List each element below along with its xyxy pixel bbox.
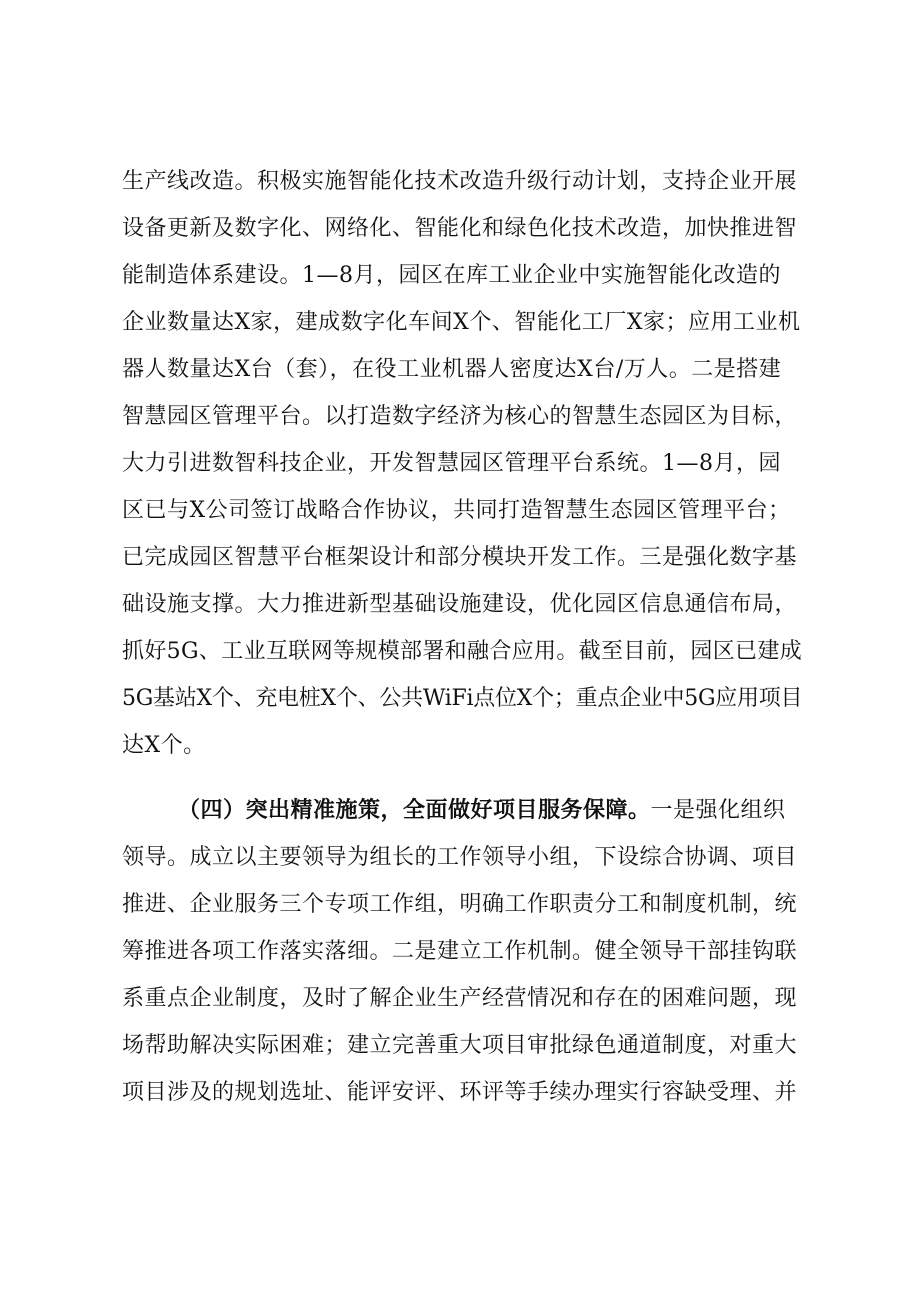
text-line: 5G基站X个、充电桩X个、公共WiFi点位X个；重点企业中5G应用项目 (122, 686, 803, 711)
text-line: 已完成园区智慧平台框架设计和部分模块开发工作。三是强化数字基 (122, 545, 798, 570)
text-line: 筹推进各项工作落实落细。二是建立工作机制。健全领导干部挂钩联 (122, 939, 798, 964)
text-line-first (122, 787, 802, 834)
section-heading: （四）突出精准施策，全面做好项目服务保障。 (178, 797, 651, 823)
text-line: 达X个。 (122, 733, 206, 758)
text-line: 推进、企业服务三个专项工作组，明确工作职责分工和制度机制，统 (122, 892, 798, 917)
text-line: 领导。成立以主要领导为组长的工作领导小组，下设综合协调、项目 (122, 845, 798, 870)
text-line: 场帮助解决实际困难；建立完善重大项目审批绿色通道制度，对重大 (122, 1033, 798, 1058)
text-line: 企业数量达X家，建成数字化车间X个、智能化工厂X家；应用工业机 (122, 310, 801, 335)
text-line: 生产线改造。积极实施智能化技术改造升级行动计划，支持企业开展 (122, 169, 798, 194)
paragraph-digital-infrastructure (122, 158, 802, 769)
text-line: 础设施支撑。大力推进新型基础设施建设，优化园区信息通信布局， (122, 592, 798, 617)
text-line: 能制造体系建设。1—8月，园区在库工业企业中实施智能化改造的 (122, 263, 781, 288)
text-line: 设备更新及数字化、网络化、智能化和绿色化技术改造，加快推进智 (122, 216, 798, 241)
text-line: 抓好5G、工业互联网等规模部署和融合应用。截至目前，园区已建成 (122, 639, 803, 664)
text-line: 区已与X公司签订战略合作协议，共同打造智慧生态园区管理平台； (122, 498, 791, 523)
heading-continuation: 一是强化组织 (650, 798, 786, 823)
text-line: 项目涉及的规划选址、能评安评、环评等手续办理实行容缺受理、并 (122, 1080, 798, 1105)
text-line: 智慧园区管理平台。以打造数字经济为核心的智慧生态园区为目标， (122, 404, 798, 429)
text-line: 器人数量达X台（套），在役工业机器人密度达X台/万人。二是搭建 (122, 357, 782, 382)
text-line: 系重点企业制度，及时了解企业生产经营情况和存在的困难问题，现 (122, 986, 798, 1011)
paragraph-project-service (122, 787, 802, 1116)
text-line: 大力引进数智科技企业，开发智慧园区管理平台系统。1—8月，园 (122, 451, 781, 476)
